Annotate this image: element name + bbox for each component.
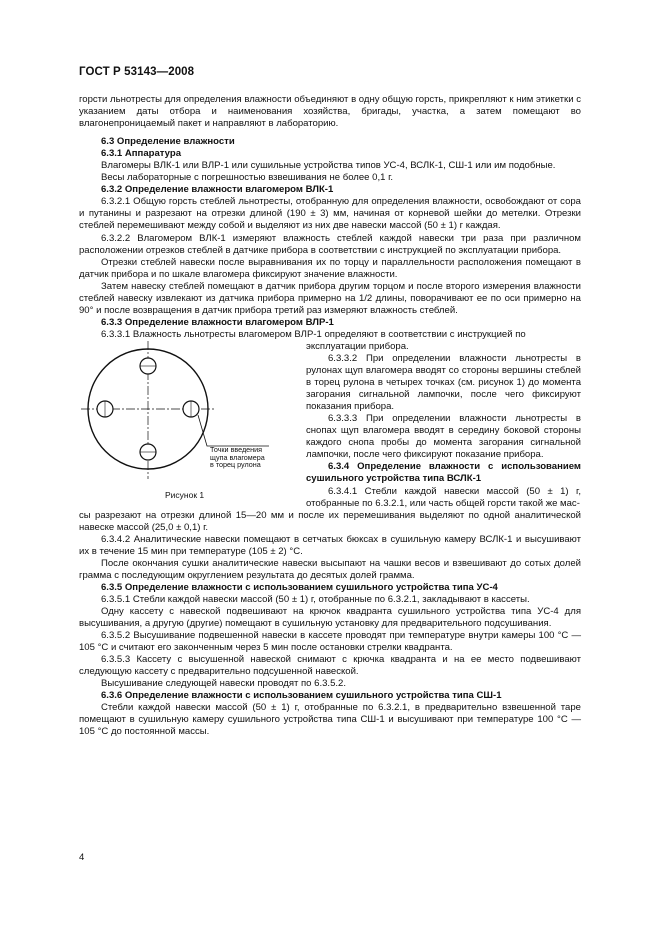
page-number: 4 bbox=[79, 852, 85, 863]
paragraph: 6.3.2.1 Общую горсть стеблей льнотресты, отобранную для определения влажности, освобождают от сора и путанины и разрезают на отрезки длиной (190 ± 3) мм, начиная от корневой шейки до метелки. Отрезки стеблей перемешивают между собой и выделяют из них две навески массой (50 ± 1) г каждая. bbox=[79, 196, 581, 232]
paragraph: После окончания сушки аналитические навески высыпают на чашки весов и взвешивают до сотых долей грамма с последующим округлением результата до десятых долей грамма. bbox=[79, 557, 581, 581]
paragraph: 6.3.5.1 Стебли каждой навески массой (50 ± 1) г, отобранные по 6.3.2.1, закладывают в кассеты. bbox=[101, 593, 530, 605]
figure-callout bbox=[210, 446, 265, 469]
roll-end-diagram bbox=[79, 341, 306, 502]
paragraph: 6.3.2.2 Влагомером ВЛК-1 измеряют влажность стеблей каждой навески три раза при различном расположении отрезков стеблей в датчике прибора в соответствии с инструкцией по эксплуатации прибора. bbox=[79, 232, 581, 256]
paragraph: 6.3.3.2 При определении влажности льнотресты в рулонах щуп влагомера вводят со стороны вершины стеблей в торец рулона в четырех точках (см. рисунок 1) до момента загорания сигнальной лампочки, после чего фиксируют показания прибора. bbox=[306, 352, 581, 413]
paragraph: 6.3.3.1 Влажность льнотресты влагомером ВЛР-1 определяют в соответствии с инструкцией по bbox=[101, 328, 526, 340]
paragraph: Высушивание следующей навески проводят по 6.3.5.2. bbox=[101, 678, 346, 690]
leader-line bbox=[198, 415, 269, 446]
paragraph: 6.3.5.2 Высушивание подвешенной навески в кассете проводят при температуре внутри камеры 100 °С — 105 °С и считают его законченным через 5 мин после остановки стрелки квадранта. bbox=[79, 630, 581, 654]
paragraph: Одну кассету с навеской подвешивают на крючок квадранта сушильного устройства типа УС-4 для высушивания, а другую (другие) помещают в сушильную установку для предварительного подсушивания. bbox=[79, 605, 581, 630]
section-heading: 6.3.4 Определение влажности с использованием сушильного устройства типа ВСЛК-1 bbox=[306, 461, 581, 485]
paragraph: горсти льнотресты для определения влажности объединяют в одну общую горсть, прикрепляют к ним этикетки с указанием даты отбора и наименования хозяйства, бригады, участка, а затем помещают во влагонепроницаемый пакет и направляют в лабораторию. bbox=[79, 94, 581, 130]
paragraph: Весы лабораторные с погрешностью взвешивания не более 0,1 г. bbox=[101, 172, 394, 184]
paragraph: Влагомеры ВЛК-1 или ВЛР-1 или сушильные устройства типов УС-4, ВСЛК-1, СШ-1 или им подобные. bbox=[101, 160, 556, 172]
paragraph: Отрезки стеблей навески после выравнивания их по торцу и параллельности расположения помещают в датчик прибора и по шкале влагомера фиксируют значение влажности. bbox=[79, 256, 581, 280]
figure-1 bbox=[79, 341, 306, 502]
figure-side-text bbox=[306, 341, 581, 510]
callout-line: щупа влагомера bbox=[210, 452, 265, 462]
section-heading: 6.3 Определение влажности bbox=[101, 136, 235, 148]
paragraph: Затем навеску стеблей помещают в датчик прибора другим торцом и после второго измерения влажности стеблей навеску извлекают из датчика прибора примерно на 1/2 длины, поворачивают ее по оси примерно на 90° и после возвращения в датчик прибора третий раз измеряют влажность стеблей. bbox=[79, 280, 581, 316]
section-heading: 6.3.2 Определение влажности влагомером ВЛК-1 bbox=[101, 184, 334, 196]
section-heading: 6.3.6 Определение влажности с использованием сушильного устройства типа СШ-1 bbox=[101, 690, 502, 702]
paragraph: 6.3.3.3 При определении влажности льнотресты в снопах щуп влагомера вводят в середину боковой стороны каждого снопа пробы до момента загорания сигнальной лампочки, после чего фиксируют показание прибора. bbox=[306, 413, 581, 461]
paragraph: Стебли каждой навески массой (50 ± 1) г, отобранные по 6.3.2.1, в предварительно взвешенной таре помещают в сушильную камеру сушильного устройства типа СШ-1 и высушивают при температуре 100 °С — 105 °С до постоянной массы. bbox=[79, 702, 581, 738]
paragraph: эксплуатации прибора. bbox=[306, 340, 409, 352]
section-heading: 6.3.3 Определение влажности влагомером ВЛР-1 bbox=[101, 316, 334, 328]
section-heading: 6.3.1 Аппаратура bbox=[101, 148, 182, 160]
figure-caption: Рисунок 1 bbox=[165, 489, 205, 500]
paragraph: 6.3.4.1 Стебли каждой навески массой (50 ± 1) г, отобранные по 6.3.2.1, или часть общей горсти такой же мас- bbox=[306, 485, 581, 509]
paragraph: 6.3.4.2 Аналитические навески помещают в сетчатых бюксах в сушильную камеру ВСЛК-1 и высушивают их в течение 15 мин при температуре (105 ± 2) °С. bbox=[79, 533, 581, 557]
document-header: ГОСТ Р 53143—2008 bbox=[79, 66, 195, 78]
document-body bbox=[79, 94, 581, 738]
paragraph: 6.3.5.3 Кассету с высушенной навеской снимают с крючка квадранта и на ее место подвешивают следующую кассету с предварительно подсушенной навеской. bbox=[79, 654, 581, 678]
paragraph: сы разрезают на отрезки длиной 15—20 мм и после их перемешивания выделяют по одной аналитической навеске массой (25,0 ± 0,1) г. bbox=[79, 509, 581, 533]
callout-line: в торец рулона bbox=[210, 460, 261, 470]
figure-wrap bbox=[79, 341, 581, 510]
callout-line: Точки введения bbox=[210, 444, 263, 454]
section-heading: 6.3.5 Определение влажности с использованием сушильного устройства типа УС-4 bbox=[101, 581, 498, 593]
